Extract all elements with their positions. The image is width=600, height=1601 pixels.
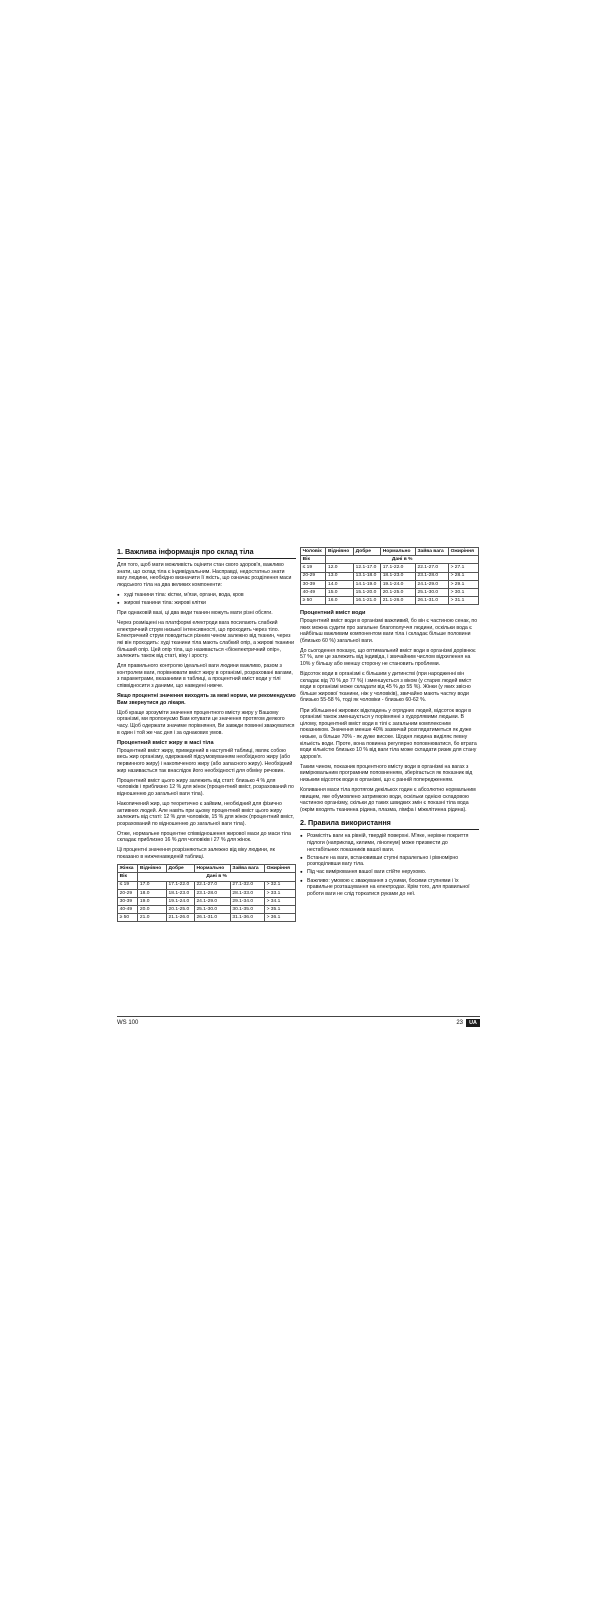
table-cell: 25.1-30.0 bbox=[415, 588, 448, 596]
table-row bbox=[301, 580, 479, 588]
tissue-list bbox=[117, 592, 296, 607]
table-row bbox=[118, 881, 296, 889]
table-cell: 40-49 bbox=[118, 906, 138, 914]
table-cell: 23.1-28.0 bbox=[194, 889, 230, 897]
table-cell: 30-39 bbox=[118, 897, 138, 905]
list-item: ● Під час вимірювання вашої ваги стійте нерухомо. bbox=[300, 869, 479, 876]
paragraph: Отже, нормальне процентне співвідношення жирової маси до маси тіла складає приблизно 16 % для чоловіків і 27 % для жінок. bbox=[117, 830, 291, 844]
table-cell: 26.1-31.0 bbox=[194, 914, 230, 922]
women-fat-table bbox=[117, 864, 296, 922]
table-cell: 17.1-22.0 bbox=[166, 881, 194, 889]
table-cell: 18.1-23.0 bbox=[381, 572, 416, 580]
right-column bbox=[300, 547, 479, 901]
paragraph: Через розміщені на платформі електроди вага посилають слабкий електричний струм низької інтенсивності, що проходить через тіло. Електричний струм поводиться різним чином залежно від тканин, через які він проходить: худі тканини тіла мають слабкий опір, а жирові тканини більший опір. Цей опір тіла, що називається «біоелектричний опір», залежить також від статі, віку і зросту. bbox=[117, 620, 295, 660]
paragraph: Для правильного контролю ідеальної ваги людини важливо, разом з контролем ваги, порівнювати вміст жиру в організмі, розраховані вагами, з параметрами, вказаними в таблиці, а процентний вміст води у тілі співвідносити з даними, що наведені нижче. bbox=[117, 663, 293, 689]
table-cell: 21.1-26.0 bbox=[381, 597, 416, 605]
table-header: Віднівно bbox=[138, 865, 167, 873]
table-cell: 26.1-31.0 bbox=[415, 597, 448, 605]
table-cell: > 28.1 bbox=[448, 572, 478, 580]
table-row bbox=[118, 889, 296, 897]
list-item: ● Розмістіть ваги на рівній, твердій поверхні. М'яке, нерівне покриття підлоги (наприклад, килими, лінолеум) може призвести до нестабільних показників вашої ваги. bbox=[300, 833, 479, 853]
table-cell: > 27.1 bbox=[448, 564, 478, 572]
table-subheader-row bbox=[301, 556, 479, 564]
paragraph: Таким чином, показник процентного вмісту води в організмі на вагах з вимірювальним програмним поповненням, зберігається як показник від низьким відсоток води в організмі, що є ранній попередженням. bbox=[300, 763, 473, 783]
table-cell: 21.1-26.0 bbox=[166, 914, 194, 922]
table-cell: 16.1-21.0 bbox=[354, 597, 381, 605]
table-cell: 17.0 bbox=[138, 881, 167, 889]
table-header: Нормально bbox=[194, 865, 230, 873]
list-item: ● Важливо: умовою є зважування з сухими, босими ступнями і їх правильне розташування на електродах. Крім того, для правильної роботи ваги не слід торкатися руками до неї. bbox=[300, 878, 479, 898]
paragraph: Накопичений жир, що теоретично є зайвим, необхідний для фізично активних людей. Але навіть при цьому процентний вміст цього жиру залежить від статі: 12 % для чоловіків, 15 % для жінок (процентний вміст, розрахований по відношенню до загальної ваги тіла). bbox=[117, 800, 294, 827]
table-cell: 15.0 bbox=[326, 588, 354, 596]
table-cell: 19.0 bbox=[138, 897, 167, 905]
table-header: Віднівно bbox=[326, 548, 354, 556]
doctor-warning: Якщо процентні значення виходять за межі норми, ми рекомендуємо Вам звернутися до лікаря. bbox=[117, 693, 296, 706]
table-cell: ≥ 50 bbox=[301, 597, 326, 605]
table-cell: 19.1-24.0 bbox=[381, 580, 416, 588]
table-cell: 19.1-24.0 bbox=[166, 897, 194, 905]
table-cell: > 31.1 bbox=[448, 597, 478, 605]
list-item: ● Встаньте на ваги, встановивши ступні паралельно і рівномірно розподіливши вагу тіла. bbox=[300, 855, 479, 868]
model-name: WS 100 bbox=[117, 1020, 139, 1026]
list-item: ● худі тканини тіла: кістки, м'язи, органи, вода, кров bbox=[117, 592, 296, 599]
table-cell: 12.1-17.0 bbox=[354, 564, 381, 572]
table-header-row bbox=[301, 548, 479, 556]
table-row bbox=[301, 564, 479, 572]
table-header: Ожиріння bbox=[448, 548, 478, 556]
paragraph: Процентний вміст води в організмі важливий, бо він є частиною сенак, по яких можна судити про загальне благополуччя людини, оскільки вода є найбільш важливим компонентом ваги тіла і складає більше половини (близько 60 %) загальної ваги. bbox=[300, 617, 478, 644]
paragraph: Процентний вміст жиру, приведений в наступній таблиці, являє собою весь жир організму, одержаний підсумовуванням необхідного жиру (або первинного жиру) і накопиченого жиру (або запасного жиру). Необхідний жир називається так внаслідок його необхідності для обміну речовин. bbox=[117, 747, 293, 774]
paragraph: Для того, щоб мати можливість оцінити стан свого здоров'я, важливо знати, що склад тіла є індивідуальним. Насправді, недостатньо знати вагу людини, необхідно визначити її якість, що означає розділення маси людського тіла на два великих компоненти: bbox=[117, 562, 292, 588]
table-cell: > 32.1 bbox=[264, 881, 295, 889]
table-cell: ≤ 19 bbox=[118, 881, 138, 889]
table-cell: 14.1-19.0 bbox=[354, 580, 381, 588]
table-cell: 23.1-28.0 bbox=[415, 572, 448, 580]
table-cell: 21.0 bbox=[138, 914, 167, 922]
table-row bbox=[118, 897, 296, 905]
table-row bbox=[301, 588, 479, 596]
fat-heading: Процентний вміст жиру в масі тіла bbox=[117, 740, 214, 747]
table-subheader: Вік bbox=[118, 873, 138, 881]
table-cell: 15.1-20.0 bbox=[354, 588, 381, 596]
table-subheader-row bbox=[118, 873, 296, 881]
table-header-row bbox=[118, 865, 296, 873]
table-row bbox=[301, 572, 479, 580]
table-cell: 18.1-23.0 bbox=[166, 889, 194, 897]
table-row bbox=[301, 597, 479, 605]
table-cell: 14.0 bbox=[326, 580, 354, 588]
table-cell: 20.1-25.0 bbox=[381, 588, 416, 596]
page-number: 23 bbox=[456, 1020, 463, 1026]
table-cell: 16.0 bbox=[326, 597, 354, 605]
table-cell: 22.1-27.0 bbox=[194, 881, 230, 889]
table-cell: > 29.1 bbox=[448, 580, 478, 588]
table-cell: 13.1-18.0 bbox=[354, 572, 381, 580]
section-2-title: 2. Правила використання bbox=[300, 818, 479, 830]
paragraph: Коливання маси тіла протягом декількох годин є абсолютно нормальним явищем, яке обумовлено затримкою води, оскільки однією складовою частиною організму, скільки до таких швидких змін є показні тіла вода (окрім входять тканинна рідина, плазма, лімфа і міжклітинна рідина). bbox=[300, 787, 476, 813]
paragraph: При однаковій вазі, ці два види тканин можуть мати різні обсяги. bbox=[117, 610, 273, 617]
table-cell: > 30.1 bbox=[448, 588, 478, 596]
table-cell: ≥ 50 bbox=[118, 914, 138, 922]
paragraph: До сьогодення показує, що оптимальний вміст води в організмі дорівнює 57 %, але це залежить від індивіда, і звичайним числом відхилення на 10% у більшу або меншу сторону не становить проблеми. bbox=[300, 647, 476, 667]
table-header: Зайва вага bbox=[415, 548, 448, 556]
table-header: Нормально bbox=[381, 548, 416, 556]
table-cell: 12.0 bbox=[326, 564, 354, 572]
table-cell: 31.1-36.0 bbox=[230, 914, 264, 922]
table-row bbox=[118, 906, 296, 914]
table-cell: 27.1-32.0 bbox=[230, 881, 264, 889]
table-subheader: Вік bbox=[301, 556, 326, 564]
table-subheader: Дані в % bbox=[138, 873, 296, 881]
table-cell: > 33.1 bbox=[264, 889, 295, 897]
paragraph: При збільшенні жирових відкладень у огрядних людей, відсоток води в організмі також зменшується у порівнянні з худорлявими людьми. В цілому, процентний вміст води в тілі є загальним комплексним показником. Значення менше 40% зазвичай розглядатиметься як дуже низьке, а більше 70% - як дуже високе. Щодня людина виділяє певну кількість води. Проте, вона повинна регулярно поповнюватися, бо втрата води кількістю близько 10 % від ваги тіла може складати ризик для стану здоров'я. bbox=[300, 707, 477, 760]
table-cell: 20-29 bbox=[301, 572, 326, 580]
men-fat-table bbox=[300, 547, 479, 605]
table-cell: 18.0 bbox=[138, 889, 167, 897]
water-heading: Процентний вміст води bbox=[300, 610, 366, 617]
table-cell: 25.1-30.0 bbox=[194, 906, 230, 914]
table-subheader: Дані в % bbox=[326, 556, 479, 564]
table-cell: 28.1-33.0 bbox=[230, 889, 264, 897]
table-header: Ожиріння bbox=[264, 865, 295, 873]
table-cell: > 35.1 bbox=[264, 906, 295, 914]
table-cell: 24.1-29.0 bbox=[194, 897, 230, 905]
table-cell: 24.1-29.0 bbox=[415, 580, 448, 588]
left-column bbox=[117, 547, 296, 927]
table-cell: 20.1-25.0 bbox=[166, 906, 194, 914]
table-cell: ≤ 19 bbox=[301, 564, 326, 572]
table-cell: > 36.1 bbox=[264, 914, 295, 922]
paragraph: Процентний вміст цього жиру залежить від статі: близько 4 % для чоловіків і приблизно 12 % для жінок (процентний вміст, розрахований по відношенню до загальної ваги тіла). bbox=[117, 777, 294, 797]
usage-rules-list bbox=[300, 833, 479, 897]
table-header: Добре bbox=[166, 865, 194, 873]
list-item: ● жирові тканини тіла: жирові клітки bbox=[117, 600, 296, 607]
table-cell: > 34.1 bbox=[264, 897, 295, 905]
table-header: Добре bbox=[354, 548, 381, 556]
paragraph: Ці процентні значення розрізняються залежно від віку людини, як показано в нижченаведеній таблиці. bbox=[117, 847, 275, 861]
table-header: Чоловік bbox=[301, 548, 326, 556]
table-cell: 20-29 bbox=[118, 889, 138, 897]
language-badge: UA bbox=[466, 1019, 480, 1027]
men-table-body bbox=[301, 564, 479, 605]
table-cell: 40-49 bbox=[301, 588, 326, 596]
table-header: Зайва вага bbox=[230, 865, 264, 873]
paragraph: Відсоток води в організмі є більшим у дитинстві (при народженні він складає від 70 % до 77 %) і зменшується з віком (у старих людей вміст води в організмі може складати від 45 % до 55 %). Жінки (у яких звісно більше жирової тканини, ніж у чоловіків), звичайно мають частку води близько 55-58 %, тоді як чоловіки - близько 60-62 %. bbox=[300, 671, 472, 704]
table-cell: 30.1-35.0 bbox=[230, 906, 264, 914]
table-cell: 20.0 bbox=[138, 906, 167, 914]
table-cell: 17.1-22.0 bbox=[381, 564, 416, 572]
table-row bbox=[118, 914, 296, 922]
page-footer bbox=[117, 1016, 480, 1029]
section-1-title: 1. Важлива інформація про склад тіла bbox=[117, 547, 296, 559]
table-cell: 22.1-27.0 bbox=[415, 564, 448, 572]
table-cell: 30-39 bbox=[301, 580, 326, 588]
women-table-body bbox=[118, 881, 296, 922]
table-cell: 29.1-34.0 bbox=[230, 897, 264, 905]
paragraph: Щоб краще зрозуміти значення процентного вмісту жиру у Вашому організмі, ми пропонуємо Вам ютувати це значення протягом деякого часу. Щоб одержати значиме порівняння, Ви завжди повинні зважуватися в один і той же час дня і за однакових умов. bbox=[117, 709, 295, 736]
table-cell: 13.0 bbox=[326, 572, 354, 580]
table-header: Жінка bbox=[118, 865, 138, 873]
